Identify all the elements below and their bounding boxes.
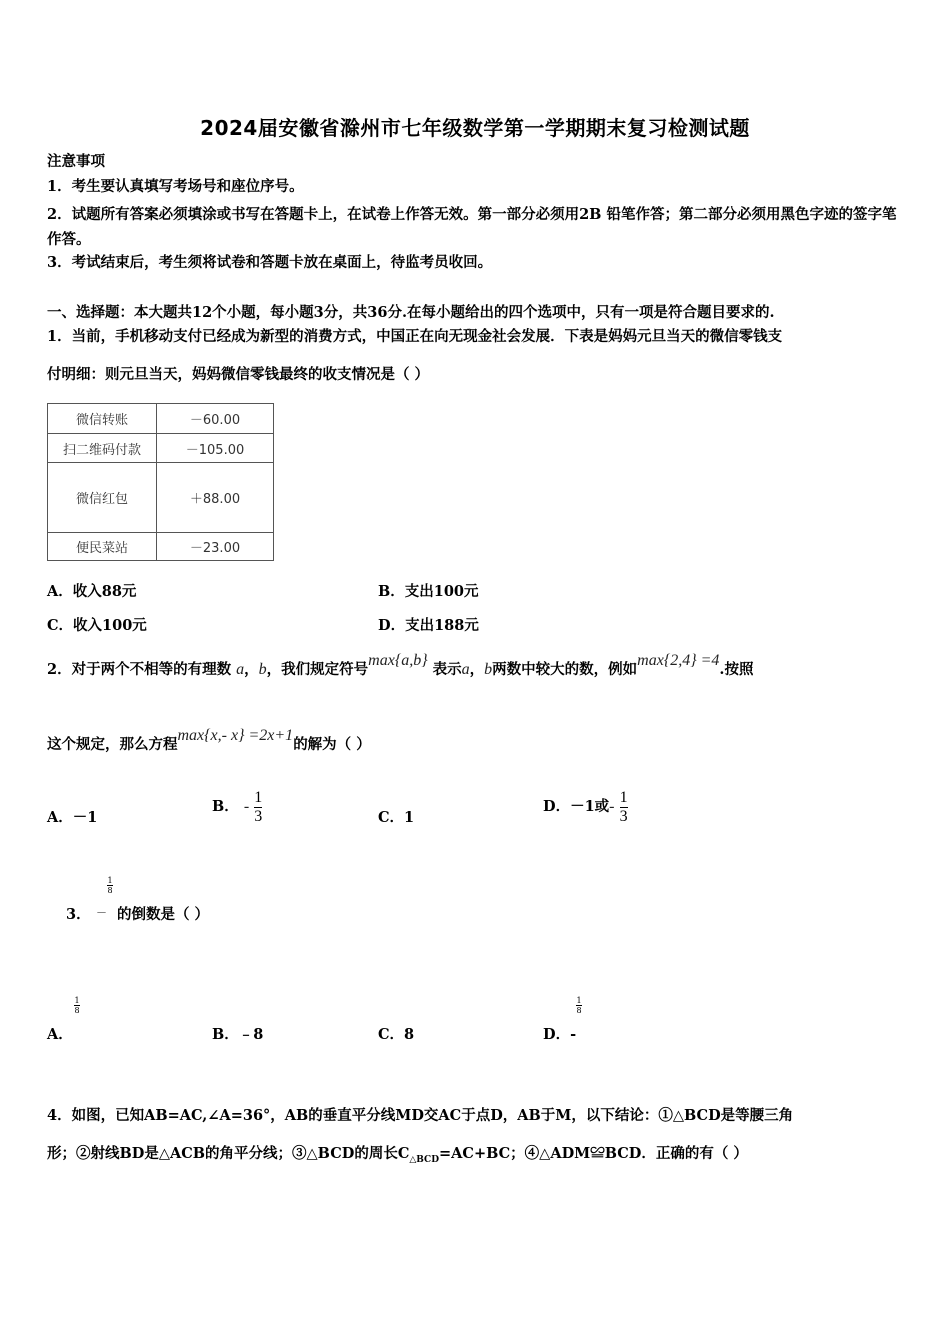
fraction	[620, 789, 628, 826]
table-row	[48, 533, 274, 561]
q2-option-label: D．－1或	[543, 798, 610, 815]
q2-text: 表示	[432, 661, 462, 678]
q2-option-b[interactable]	[212, 784, 262, 830]
minus-sign: -	[243, 798, 250, 815]
table-cell-item: 微信红包	[48, 463, 157, 533]
notice-item-1: 1．考生要认真填写考场号和座位序号。	[47, 178, 304, 195]
q2-line1	[47, 650, 753, 690]
fraction-num: 1	[254, 788, 263, 806]
q1-line1: 1．当前，手机移动支付已经成为新型的消费方式，中国正在向无现金社会发展．下表是妈妈元旦当天的微信零钱支	[47, 328, 783, 345]
fraction-num: 1	[619, 788, 628, 806]
q2-max-example: max{2,4} =4	[637, 652, 720, 669]
q2-var-a: a	[461, 661, 470, 678]
fraction	[254, 789, 262, 826]
fraction-num: 1	[107, 876, 113, 885]
q2-option-d[interactable]	[543, 784, 628, 830]
q4-line1: 4．如图，已知AB=AC,∠A=36°，AB的垂直平分线MD交AC于点D，AB于M，以下结论：①△BCD是等腰三角	[47, 1107, 794, 1124]
q2-text: .按照	[719, 661, 754, 678]
q2-option-c[interactable]: C．1	[378, 809, 415, 826]
fraction-num: 1	[576, 996, 582, 1005]
q2-var-b: b	[484, 661, 493, 678]
q2-equation: max{x,- x} =2x+1	[177, 727, 294, 744]
q2-var-a: a	[236, 661, 245, 678]
q1-option-c[interactable]: C．收入100元	[47, 617, 147, 634]
table-cell-item: 微信转账	[48, 404, 157, 434]
q3-text: 的倒数是（ ）	[117, 906, 210, 923]
table-row	[48, 434, 274, 463]
table-cell-amount: －105.00	[157, 434, 274, 463]
notice-item-2: 2．试题所有答案必须填涂或书写在答题卡上，在试卷上作答无效。第一部分必须用2B 铅笔作答；第二部分必须用黑色字迹的签字笔作答。	[47, 206, 897, 248]
q1-option-b[interactable]: B．支出100元	[378, 583, 479, 600]
q2-text: ，我们规定符号	[266, 661, 369, 678]
table-cell-item: 扫二维码付款	[48, 434, 157, 463]
q4-line2	[47, 1144, 748, 1170]
q3-option-b[interactable]: B．﹣8	[212, 1026, 264, 1043]
q4-subscript: △BCD	[409, 1154, 440, 1165]
page-title: 2024届安徽省滁州市七年级数学第一学期期末复习检测试题	[200, 116, 750, 140]
q2-text: 2．对于两个不相等的有理数	[47, 661, 232, 678]
table-row	[48, 463, 274, 533]
minus-sign: -	[609, 798, 615, 815]
fraction-den: 8	[107, 886, 113, 895]
fraction	[74, 996, 80, 1015]
q2-comma: ，	[469, 661, 485, 678]
notice-heading: 注意事项	[47, 153, 105, 170]
minus-sign: －	[96, 906, 107, 919]
table-cell-item: 便民菜站	[48, 533, 157, 561]
notice-item-3: 3．考试结束后，考生须将试卷和答题卡放在桌面上，待监考员收回。	[47, 254, 493, 271]
table-cell-amount: ＋88.00	[157, 463, 274, 533]
q4-text: 形；②射线BD是△ACB的角平分线；③△BCD的周长C	[47, 1145, 410, 1162]
q2-option-a[interactable]: A．－1	[47, 809, 98, 826]
fraction-den: 3	[254, 807, 263, 825]
q2-option-label: B．	[212, 798, 239, 815]
q2-line2	[47, 725, 371, 765]
fraction-den: 3	[619, 807, 628, 825]
fraction-num: 1	[74, 996, 80, 1005]
q2-text: 两数中较大的数，例如	[492, 661, 638, 678]
q4-text: =AC+BC；④△ADM≌BCD．正确的有（ ）	[439, 1145, 748, 1162]
fraction-den: 8	[74, 1006, 80, 1015]
q1-option-d[interactable]: D．支出188元	[378, 617, 479, 634]
q3-label: 3．	[66, 906, 91, 923]
q1-line2: 付明细：则元旦当天，妈妈微信零钱最终的收支情况是（ ）	[47, 366, 430, 383]
q3-option-d[interactable]: D．-	[543, 1026, 577, 1043]
q2-var-b: b	[258, 661, 267, 678]
table-cell-amount: －23.00	[157, 533, 274, 561]
q2-text: 这个规定，那么方程	[47, 736, 178, 753]
q2-text: 的解为（ ）	[293, 736, 371, 753]
section-heading: 一、选择题：本大题共12个小题，每小题3分，共36分.在每小题给出的四个选项中，只有一项是符合题目要求的.	[47, 304, 775, 321]
q3-option-c[interactable]: C．8	[378, 1026, 415, 1043]
fraction	[576, 996, 582, 1015]
q3-option-a[interactable]: A．	[47, 1026, 73, 1043]
q2-comma: ，	[244, 661, 259, 678]
fraction-den: 8	[576, 1006, 582, 1015]
table-row	[48, 404, 274, 434]
q1-option-a[interactable]: A．收入88元	[47, 583, 137, 600]
q2-max-ab: max{a,b}	[368, 652, 428, 669]
wechat-table	[47, 403, 274, 561]
fraction	[107, 876, 113, 895]
table-cell-amount: －60.00	[157, 404, 274, 434]
